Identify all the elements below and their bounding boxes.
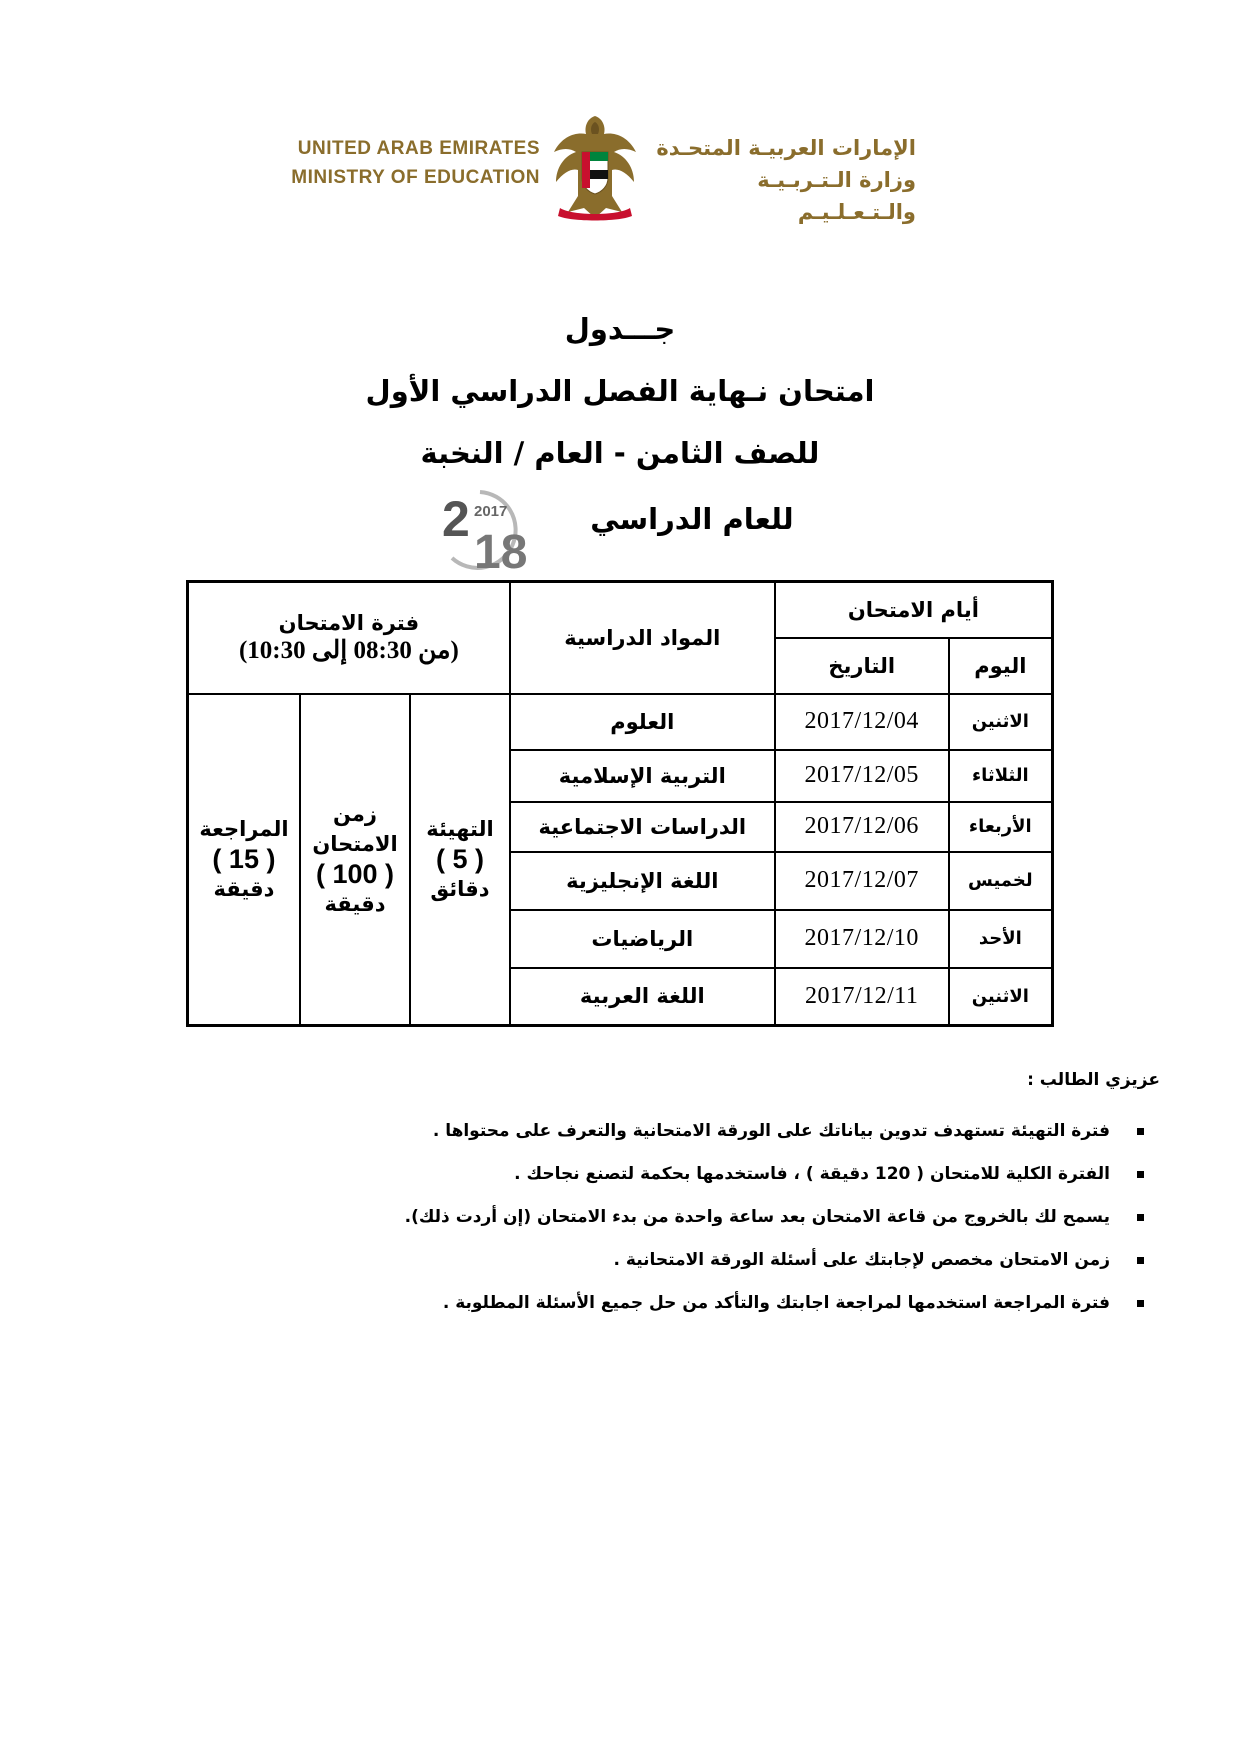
row-day: الأحد: [949, 910, 1053, 968]
row-subject: العلوم: [510, 694, 775, 750]
exam-time-unit: دقيقة: [324, 892, 386, 917]
exam-schedule-table: [186, 580, 1054, 1027]
bullet-icon: [1137, 1171, 1144, 1178]
prep-cell: [410, 694, 510, 1026]
list-item: [300, 1239, 1110, 1282]
list-item: [300, 1282, 1110, 1325]
review-unit: دقيقة: [213, 877, 275, 902]
head-period-range: (من 08:30 إلى 10:30): [238, 636, 459, 664]
arabic-line-2: وزارة الـتـربـيـة والـتـعـلـيـم: [757, 168, 916, 224]
note-text: فترة المراجعة استخدمها لمراجعة اجابتك والتأكد من حل جميع الأسئلة المطلوبة .: [442, 1293, 1110, 1313]
title-grade: للصف الثامن - العام / النخبة: [420, 436, 820, 470]
row-date: 2017/12/10: [775, 910, 949, 968]
title-academic-year: للعام الدراسي: [590, 502, 794, 536]
row-date: 2017/12/05: [775, 750, 949, 802]
english-line-1: UNITED ARAB EMIRATES: [297, 138, 540, 159]
year-logo-small: 2017: [474, 503, 508, 520]
prep-label: التهيئة: [426, 817, 494, 842]
title-schedule: جـــدول: [564, 312, 676, 346]
review-label: المراجعة: [199, 817, 289, 842]
bullet-icon: [1137, 1257, 1144, 1264]
arabic-line-1: الإمارات العربيـة المتحـدة: [656, 136, 916, 160]
note-text: يسمح لك بالخروج من قاعة الامتحان بعد ساعة واحدة من بدء الامتحان (إن أردت ذلك).: [404, 1207, 1110, 1227]
exam-time-cell: [300, 694, 410, 1026]
row-date: 2017/12/07: [775, 852, 949, 910]
head-period: فترة الامتحان: [278, 610, 420, 635]
list-item: [300, 1153, 1110, 1196]
head-period-cell: [188, 582, 510, 694]
ministry-english-name: [276, 134, 540, 192]
row-subject: الرياضيات: [510, 910, 775, 968]
notes-greeting: عزيزي الطالب :: [1027, 1070, 1160, 1090]
row-subject: التربية الإسلامية: [510, 750, 775, 802]
row-date: 2017/12/11: [775, 968, 949, 1026]
list-item: [300, 1110, 1110, 1153]
prep-unit: دقائق: [430, 877, 490, 902]
row-day: الأربعاء: [949, 802, 1053, 852]
year-logo-big-2: 18: [474, 526, 528, 576]
bullet-icon: [1137, 1300, 1144, 1307]
review-value: ( 15 ): [212, 844, 276, 875]
bullet-icon: [1137, 1214, 1144, 1221]
prep-value: ( 5 ): [435, 844, 484, 875]
row-date: 2017/12/06: [775, 802, 949, 852]
review-cell: [188, 694, 300, 1026]
row-subject: اللغة الإنجليزية: [510, 852, 775, 910]
exam-time-value: ( 100 ): [315, 859, 395, 890]
exam-time-label: زمن الامتحان: [312, 802, 398, 857]
list-item: [300, 1196, 1110, 1239]
student-notes: [300, 1070, 1160, 1325]
title-exam: امتحان نـهاية الفصل الدراسي الأول: [365, 374, 875, 408]
head-subject: المواد الدراسية: [510, 582, 775, 694]
row-subject: الدراسات الاجتماعية: [510, 802, 775, 852]
head-exam-days: أيام الامتحان: [775, 582, 1053, 638]
row-subject: اللغة العربية: [510, 968, 775, 1026]
ministry-arabic-name: [656, 132, 916, 228]
row-day: الثلاثاء: [949, 750, 1053, 802]
row-date: 2017/12/04: [775, 694, 949, 750]
year-logo-big-1: 2: [442, 491, 470, 547]
english-line-2: MINISTRY OF EDUCATION: [291, 167, 540, 188]
head-date: التاريخ: [775, 638, 949, 694]
row-day: الاثنين: [949, 694, 1053, 750]
note-text: فترة التهيئة تستهدف تدوين بياناتك على الورقة الامتحانية والتعرف على محتواها .: [432, 1121, 1110, 1141]
notes-list: [300, 1110, 1160, 1325]
head-day: اليوم: [949, 638, 1053, 694]
uae-emblem-logo: [548, 112, 642, 224]
note-text: زمن الامتحان مخصص لإجابتك على أسئلة الورقة الامتحانية .: [613, 1250, 1110, 1270]
row-day: الاثنين: [949, 968, 1053, 1026]
academic-year-logo: [440, 486, 532, 576]
table-row: [188, 694, 1053, 750]
row-day: لخميس: [949, 852, 1053, 910]
bullet-icon: [1137, 1128, 1144, 1135]
note-text: الفترة الكلية للامتحان ( 120 دقيقة ) ، فاستخدمها بحكمة لتصنع نجاحك .: [514, 1164, 1110, 1184]
